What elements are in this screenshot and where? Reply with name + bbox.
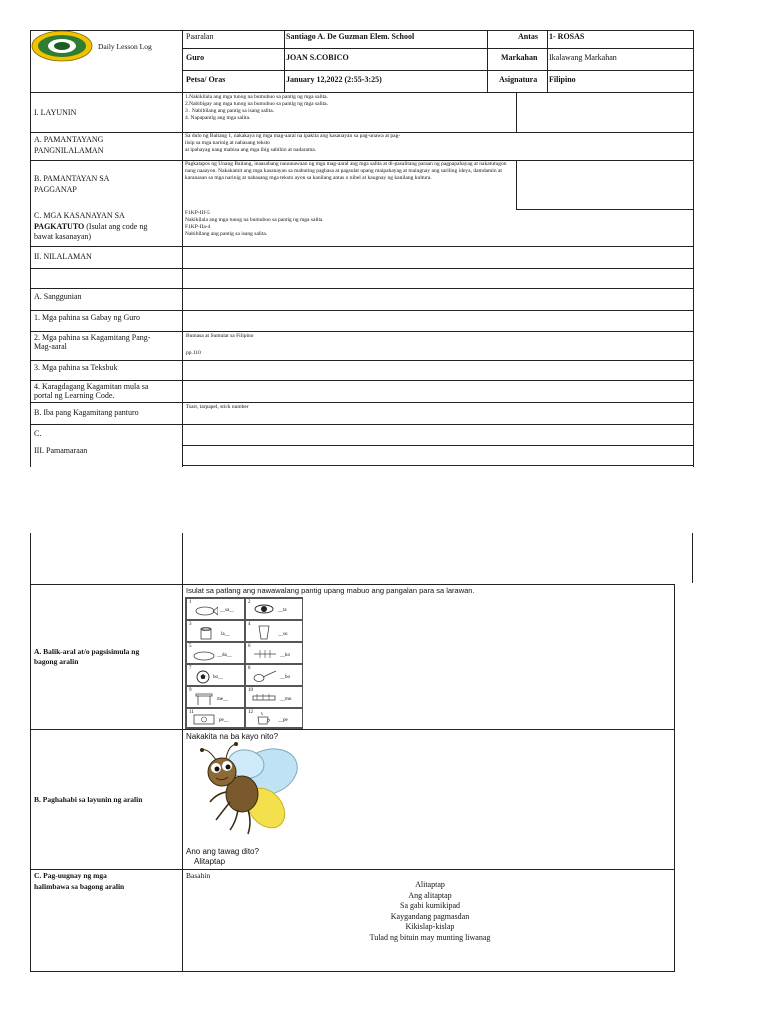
pag-uugnay-label-1: C. Pag-uugnay ng mga [34, 871, 107, 880]
worksheet-item [186, 686, 245, 708]
asignatura-label: Asignatura [499, 75, 538, 84]
antas-label: Antas [518, 32, 539, 41]
layunin-item: 3 . Nabibilang ang pantig sa isang salita. [185, 108, 275, 114]
worksheet-item [245, 664, 303, 686]
poem-line: Ang alitaptap [408, 890, 452, 900]
fish-icon [194, 605, 218, 617]
item-number: 8 [248, 666, 251, 671]
kasanayan-code: F1KP-IIf-5 [185, 210, 210, 216]
item-number: 11 [189, 710, 194, 715]
kasanayan-code: F1KP-IIa-4 [185, 224, 211, 230]
item-blank: __bo [280, 675, 290, 680]
petsa-label: Petsa/ Oras [186, 75, 226, 84]
sandals-icon [252, 693, 276, 703]
item-number: 4 [248, 622, 251, 627]
layunin-item: 2.Nabibigay ang mga tunog na bumubuo sa pantig ng mga salita. [185, 101, 328, 107]
worksheet-item [186, 598, 245, 620]
log-title: Daily Lesson Log [98, 42, 152, 51]
worksheet-item [186, 642, 245, 664]
kasanayan-text [185, 210, 515, 238]
paaralan-label: Paaralan [186, 32, 214, 41]
kagamitan-value-2: pp.110 [186, 350, 201, 356]
poem-line: Alitaptap [415, 880, 445, 889]
pamantayang-line: at ipahayag nang mabisa ang mga ibig sabihin at nadarama. [185, 147, 317, 153]
kasanayan-label-1: C. MGA KASANAYAN SA [34, 211, 125, 220]
gabay-label: 1. Mga pahina sa Gabay ng Guro [34, 313, 140, 322]
kasanayan-label-note: (Isulat ang code ng [84, 222, 148, 231]
item-number: 12 [248, 710, 253, 715]
paghahabi-answer: Alitaptap [194, 857, 226, 866]
kagamitan-label-2: Mag-aaral [34, 342, 67, 351]
item-number: 5 [189, 644, 192, 649]
iba-value: Tsart, tarpapel, stick number [186, 404, 249, 410]
paghahabi-label: B. Paghahabi sa layunin ng aralin [34, 795, 143, 804]
markahan-value: Ikalawang Markahan [549, 53, 617, 62]
kasanayan-line: Nakikilala ang mga tunog na bumubuo sa pantig ng mga salita [185, 217, 323, 223]
pamantayang-line: Sa dulo ng Baitang 1, nakakaya ng mga mag-aaral na ipakita ang kasanayan sa pag-unawa at pag- [185, 133, 401, 139]
ball-icon [196, 670, 210, 684]
layunin-item: 1.Nakikilala ang mga tunog na bumubuo sa pantig ng mga salita. [185, 94, 328, 100]
petsa-value: January 12,2022 (2:55-3:25) [286, 75, 382, 84]
balik-aral-label-1: A. Balik-aral at/o pagsisimula ng [34, 647, 140, 656]
money-icon [193, 713, 215, 725]
kasanayan-label-bold: PAGKATUTO [34, 222, 85, 231]
pagganap-label-2: PAGGANAP [34, 185, 77, 194]
markahan-label: Markahan [501, 53, 538, 62]
worksheet-item [186, 620, 245, 642]
worksheet-item [245, 620, 303, 642]
worksheet-item [245, 598, 303, 620]
teksbuk-label: 3. Mga pahina sa Teksbuk [34, 363, 118, 372]
table-icon [195, 692, 213, 706]
item-blank: __sa__ [220, 608, 235, 613]
item-blank: __ko [280, 653, 290, 658]
paghahabi-question: Nakakita na ba kayo nito? [186, 732, 279, 741]
coffee-icon [256, 711, 272, 726]
guro-label: Guro [186, 53, 205, 62]
school-seal-logo [31, 30, 93, 62]
firefly-image [186, 742, 308, 846]
pag-uugnay-intro: Basahin [186, 871, 211, 880]
poem-line: Kaygandang pagmasdan [390, 911, 470, 921]
layunin-label: I. LAYUNIN [34, 108, 77, 117]
item-number: 10 [248, 688, 253, 693]
item-blank: la__ [221, 632, 230, 637]
kasanayan-label-3: bawat kasanayan) [34, 232, 92, 241]
iba-label: B. Iba pang Kagamitang panturo [34, 408, 139, 417]
paaralan-value: Santiago A. De Guzman Elem. School [286, 32, 415, 41]
item-blank: __pe [278, 718, 288, 723]
pag-uugnay-label-2: halimbawa sa bagong aralin [34, 882, 125, 891]
worksheet-item [186, 664, 245, 686]
pamantayang-text [185, 133, 525, 154]
poem-line: Kikislap-kislap [405, 922, 455, 931]
poem-alitaptap [330, 880, 530, 943]
fishbone-icon [252, 647, 278, 661]
item-number: 7 [189, 666, 192, 671]
guro-value: JOAN S.COBICO [286, 53, 349, 62]
poem-line: Tulad ng bituin may munting liwanag [369, 932, 491, 942]
pamantayang-label-1: A. PAMANTAYANG [34, 135, 104, 144]
item-blank: __mo [280, 697, 292, 702]
paghahabi-question-2: Ano ang tawag dito? [186, 847, 259, 856]
item-number: 6 [248, 644, 251, 649]
item-number: 9 [189, 688, 192, 693]
layunin-item: 4. Napapantig ang mga salita. [185, 115, 251, 121]
item-blank: __ta [278, 608, 287, 613]
kasanayan-line: Nabibilang ang pantig sa isang salita. [185, 231, 268, 237]
item-blank: pe__ [219, 718, 229, 723]
kasanayan-label-2 [34, 222, 147, 231]
antas-value: 1- ROSAS [549, 32, 585, 41]
pamantayang-label-2: PANGNILALAMAN [34, 146, 104, 155]
item-number: 2 [248, 600, 251, 605]
balik-aral-label-2: bagong aralin [34, 657, 79, 666]
bread-icon [193, 649, 215, 661]
worksheet-item [245, 708, 303, 728]
cup-icon [258, 624, 270, 640]
item-blank: bo__ [213, 675, 223, 680]
pamantayang-line: iisip sa mga narinig at nabasang teksto [185, 140, 270, 146]
asignatura-value: Filipino [549, 75, 576, 84]
item-blank: me__ [217, 697, 229, 702]
nilalaman-label: II. NILALAMAN [34, 252, 92, 261]
lr-label-2: portal ng Learning Code. [34, 391, 115, 400]
item-number: 3 [189, 622, 192, 627]
layunin-list [185, 94, 515, 122]
pamamaraan-label: III. Pamamaraan [34, 446, 88, 455]
worksheet-item [186, 708, 245, 728]
lr-label-1: 4. Karagdagang Kagamitan mula sa [34, 382, 149, 391]
item-blank: __so [278, 632, 288, 637]
worksheet-item [245, 642, 303, 664]
syllable-worksheet [185, 597, 303, 729]
balik-aral-instruction: Isulat sa patlang ang nawawalang pantig upang mabuo ang pangalan para sa larawan. [186, 586, 475, 595]
poem-line: Sa gabi kumikipad [400, 901, 460, 910]
worksheet-item [245, 686, 303, 708]
pot-icon [199, 625, 213, 640]
sanggunian-label: A. Sanggunian [34, 292, 82, 301]
pagganap-label-1: B. PAMANTAYAN SA [34, 174, 110, 183]
ladle-icon [253, 669, 277, 683]
c-label: C. [34, 429, 42, 438]
kagamitan-value-1: Bumasa at Sumulat sa Filipino [186, 333, 254, 339]
eye-icon [254, 603, 274, 615]
item-blank: __da__ [217, 653, 232, 658]
pagganap-text: Pagkatapos ng Unang Baitang, inaasahang nauunawaan ng mga mag-aaral ang mga salita at di-pasalitang paraan ng pagpapahayag at nakatutugon nang naaayon. Nakakamit ang mga kasanayan sa mabuting pagbasa at pagsulat upang maipahayag at maiugnay ang sariling ideya, damdamin at karanasan sa mga narinig at nabasang mga teksto ayon sa kanilang antas o nibel at kaugnay ng kanilang kultura. [185, 161, 507, 181]
item-number: 1 [189, 600, 192, 605]
kagamitan-label-1: 2. Mga pahina sa Kagamitang Pang- [34, 333, 151, 342]
